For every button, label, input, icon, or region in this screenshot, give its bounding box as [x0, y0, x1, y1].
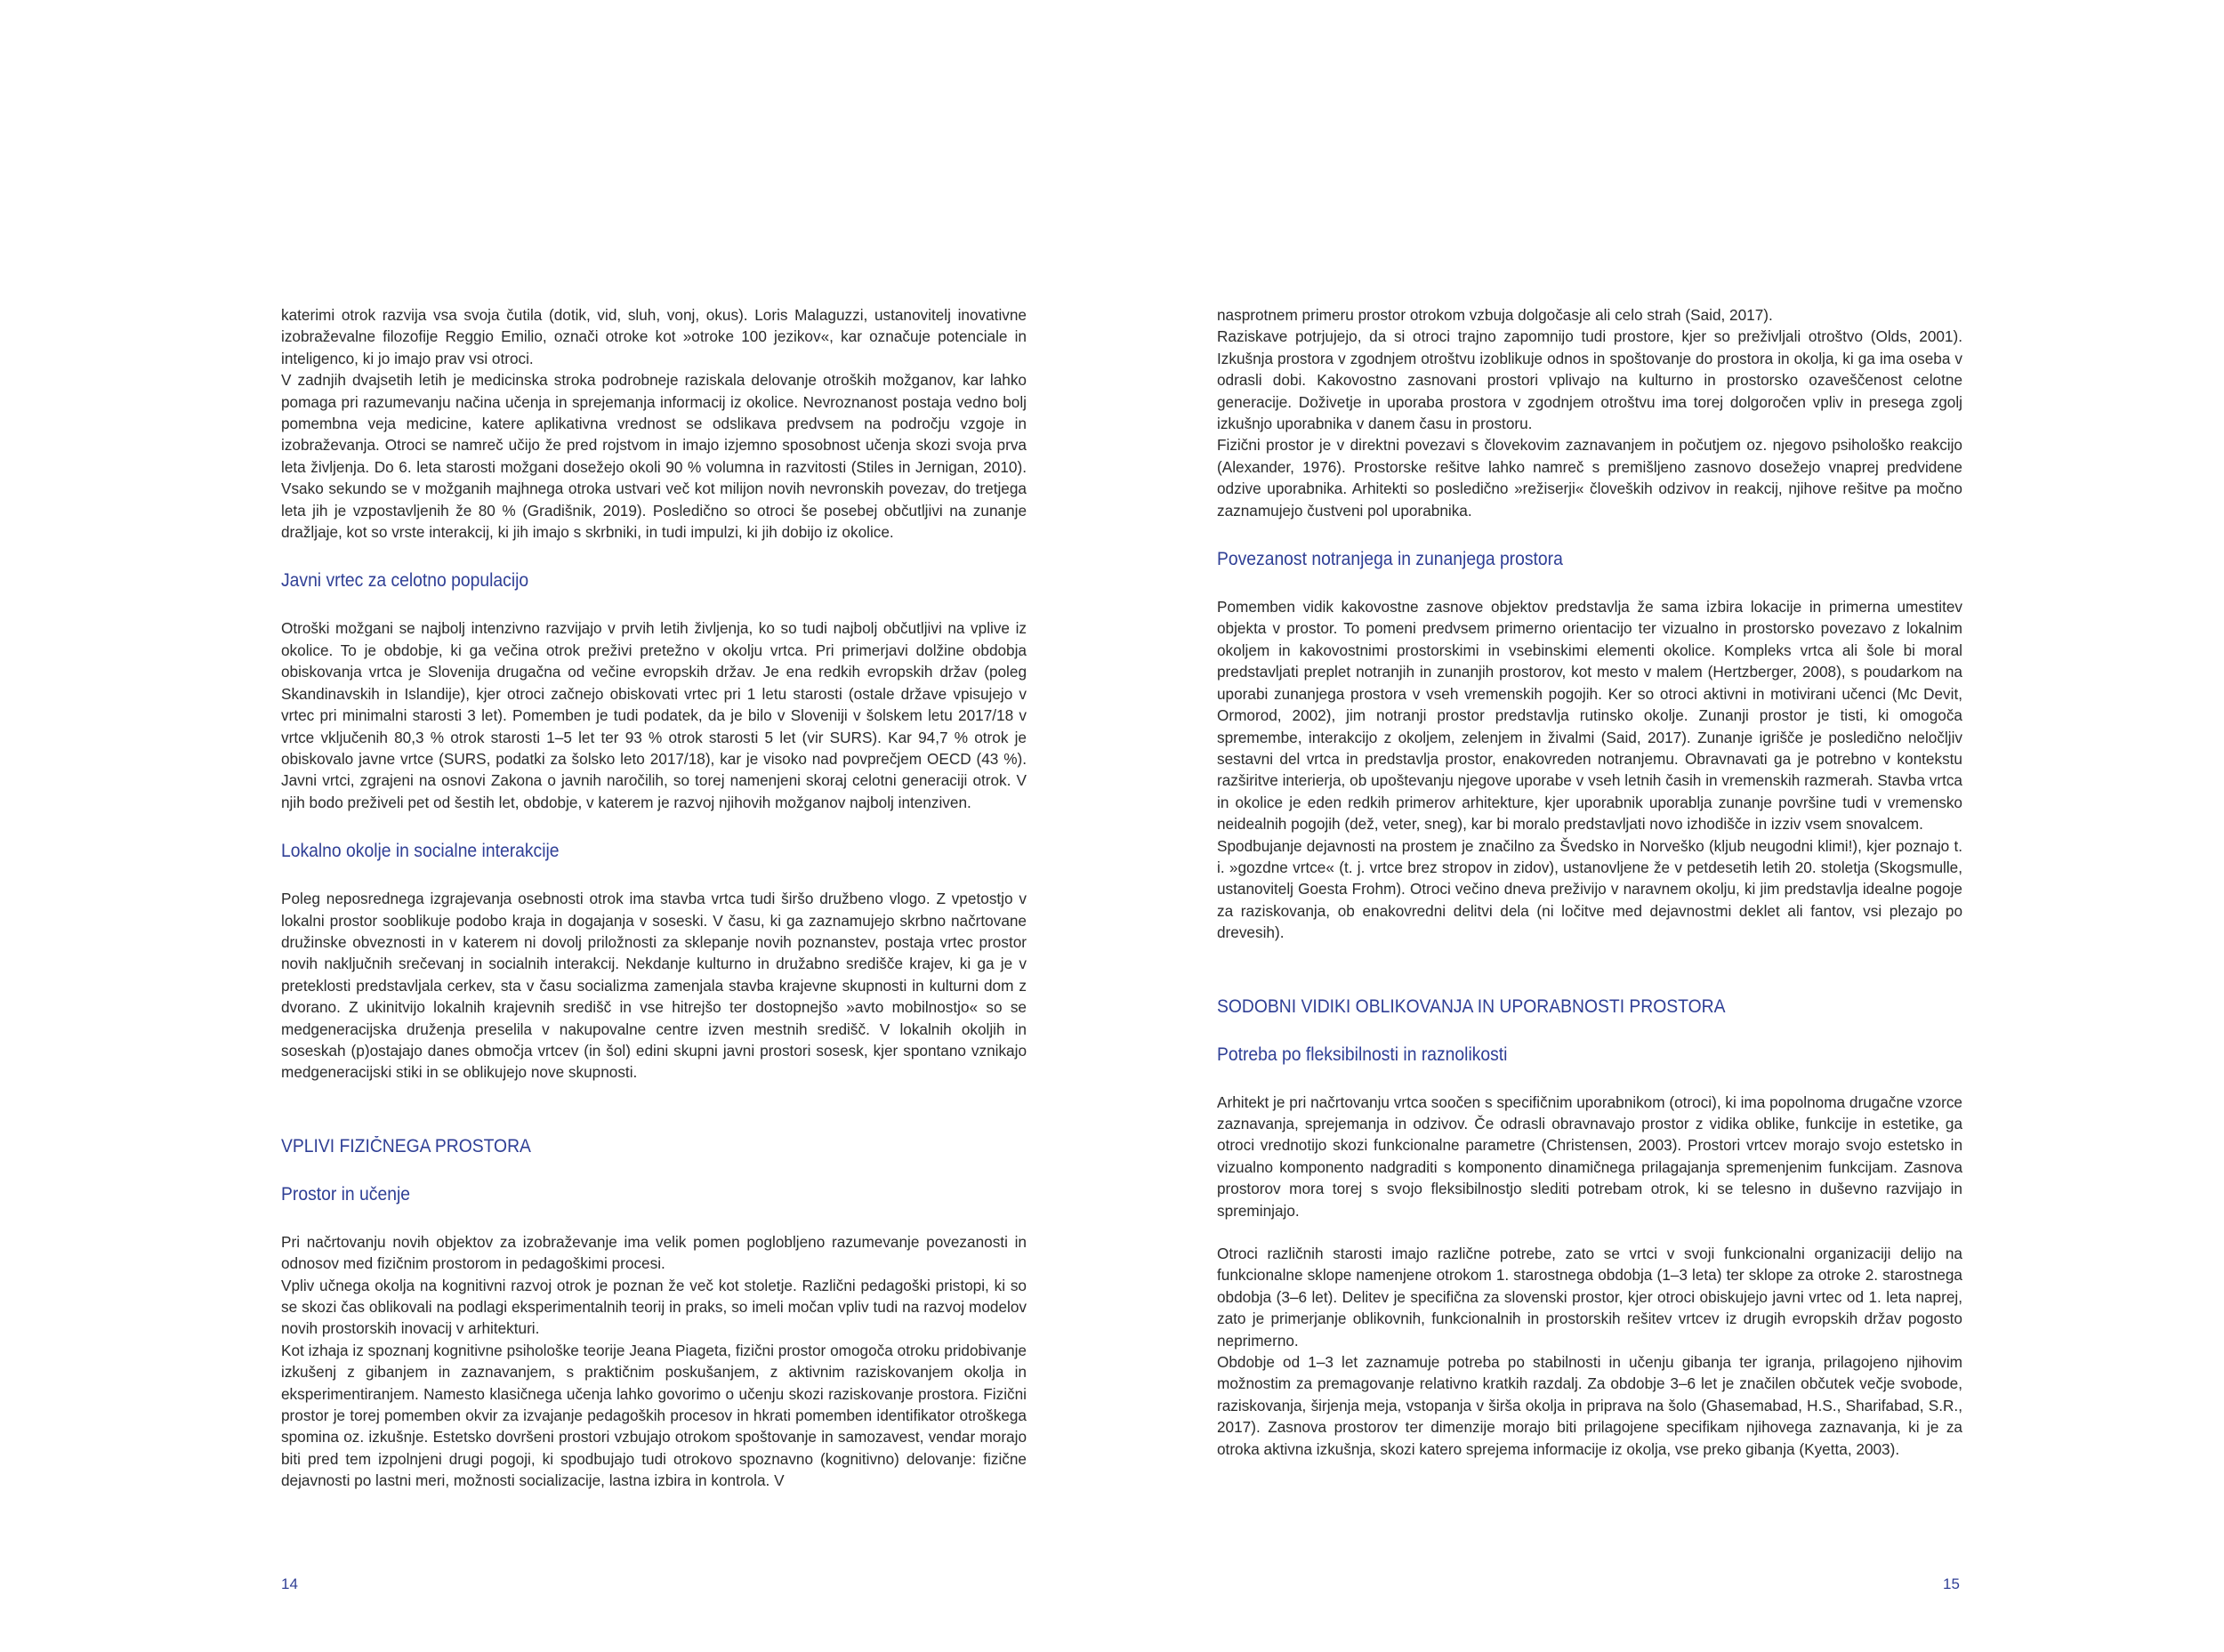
paragraph: Arhitekt je pri načrtovanju vrtca soočen s specifičnim uporabnikom (otroci), ki ima popolnoma drugačne vzorce zaznavanja, sprejemanja in odzivov. Če odrasli obravnavajo prostor z vidika oblike, funkcije in estetike, ga otroci vrednotijo skozi funkcionalne parametre (Christensen, 2003). Prostori vrtcev morajo svojo estetsko in vizualno komponento nadgraditi s komponento dinamičnega prilagajanja spremenjenim funkcijam. Zasnova prostorov mora torej s svojo fleksibilnostjo slediti potrebam otrok, ki se telesno in duševno razvijajo in spreminjajo. [1217, 1092, 1962, 1220]
paragraph: nasprotnem primeru prostor otrokom vzbuja dolgočasje ali celo strah (Said, 2017). [1217, 306, 1773, 324]
paragraph: Pri načrtovanju novih objektov za izobraževanje ima velik pomen poglobljeno razumevanje povezanosti in odnosov med fizičnim prostorom in pedagoškimi procesi. [281, 1232, 1027, 1273]
right-text-column [1217, 304, 1962, 1460]
chapter-heading: VPLIVI FIZIČNEGA PROSTORA [281, 1135, 531, 1156]
page-number: 14 [281, 1575, 298, 1592]
section-heading: Potreba po fleksibilnosti in raznolikosti [1217, 1044, 1508, 1065]
paragraph: Pomemben vidik kakovostne zasnove objektov predstavlja že sama izbira lokacije in primerna umestitev objekta v prostor. To pomeni predvsem primerno orientacijo ter vizualno in prostorsko povezavo z lokalnim okoljem in kakovostnimi prostorskimi in vsebinskimi elementi okolice. Kompleks vrtca ali šole bi moral predstavljati preplet notranjih in zunanjih prostorov, kot mesto v malem (Hertzberger, 2008), s poudarkom na uporabi zunanjega prostora v vseh vremenskih pogojih. Ker so otroci aktivni in motivirani učenci (Mc Devit, Ormorod, 2002), jim notranji prostor predstavlja rutinsko okolje. Zunanji prostor je tisti, ki omogoča spremembe, interakcijo z okoljem, zelenjem in živalmi (Said, 2017). Zunanje igrišče je posledično neločljiv sestavni del vrtca in predstavlja prostor, enakovreden notranjemu. Obravnavati ga je potrebno v kontekstu razširitve interierja, ob upoštevanju njegove uporabe v vseh letnih časih in vremenskih razmerah. Stavba vrtca in okolice je eden redkih primerov arhitekture, kjer uporabnik uporablja zunanje površine tudi v vremensko neidealnih pogojih (dež, veter, sneg), kar bi moralo predstavljati novo izhodišče in izziv vsem snovalcem. [1217, 598, 1962, 834]
paragraph: katerimi otrok razvija vsa svoja čutila (dotik, vid, sluh, vonj, okus). Loris Malaguzzi, ustanovitelj inovativne izobraževalne filozofije Reggio Emilio, označi otroke kot »otroke 100 jezikov«, kar označuje potenciale in inteligenco, ki jo imajo prav vsi otroci. [281, 306, 1027, 367]
chapter-heading: SODOBNI VIDIKI OBLIKOVANJA IN UPORABNOSTI PROSTORA [1217, 995, 1726, 1017]
paragraph: Otroci različnih starosti imajo različne potrebe, zato se vrtci v svoji funkcionalni organizaciji delijo na funkcionalne sklope namenjene otrokom 1. starostnega obdobja (1–3 leta) ter sklope za otroke 2. starostnega obdobja (3–6 let). Delitev je specifična za slovenski prostor, kjer otroci obiskujejo javni vrtec od 1. leta naprej, zato je primerjanje oblikovnih, funkcionalnih in prostorskih rešitev vrtcev iz drugih evropskih držav pogosto neprimerno. [1217, 1245, 1962, 1350]
paragraph: Raziskave potrjujejo, da si otroci trajno zapomnijo tudi prostore, kjer so preživljali otroštvo (Olds, 2001). Izkušnja prostora v zgodnjem otroštvu izoblikuje odnos in spoštovanje do prostora in okolja, ki ga ima oseba v odrasli dobi. Kakovostno zasnovani prostori vplivajo na kulturno in prostorsko ozaveščenost celotne generacije. Doživetje in uporaba prostora v zgodnjem otroštvu ima torej dolgoročen vpliv in presega zgolj izkušnjo uporabnika v danem času in prostoru. [1217, 327, 1962, 433]
section-heading: Lokalno okolje in socialne interakcije [281, 841, 560, 862]
paragraph: Vpliv učnega okolja na kognitivni razvoj otrok je poznan že več kot stoletje. Različni pedagoški pristopi, ki so se skozi čas oblikovali na podlagi eksperimentalnih teorij in praks, so imeli močan vpliv tudi na razvoj modelov novih prostorskih inovacij v arhitekturi. [281, 1276, 1027, 1338]
paragraph-gap [1217, 1221, 1962, 1243]
right-page [1112, 0, 2224, 1652]
paragraph: Poleg neposrednega izgrajevanja osebnosti otrok ima stavba vrtca tudi širšo družbeno vlogo. Z vpetostjo v lokalni prostor sooblikuje podobo kraja in dogajanja v soseski. V času, ki ga zaznamujejo skrbno načrtovane družinske obveznosti in v katerem ni dovolj priložnosti za sklepanje novih poznanstev, postaja vrtec prostor novih naključnih srečevanj in socialnih interakcij. Nekdanje kulturno in družabno središče krajev, ki ga je v preteklosti predstavljala cerkev, sta v času socializma zamenjala stavba krajevne skupnosti in kulturni dom z dvorano. Z ukinitvijo lokalnih krajevnih središč in vse hitrejšo ter dostopnejšo »avto mobilnostjo« so se medgeneracijska druženja preselila v nakupovalne centre izven mestnih središč. V lokalnih okoljih in soseskah (p)ostajajo danes območja vrtcev (in šol) edini skupni javni prostori sosesk, kjer spontano vznikajo medgeneracijski stiki in se oblikujejo nove skupnosti. [281, 890, 1027, 1082]
section-heading: Prostor in učenje [281, 1183, 410, 1205]
paragraph: Spodbujanje dejavnosti na prostem je značilno za Švedsko in Norveško (kljub neugodni klimi!), kjer poznajo t. i. »gozdne vrtce« (t. j. vrtce brez stropov in zidov), ustanovljene že v petdesetih letih 20. stoletja (Skogsmulle, ustanovitelj Goesta Frohm). Otroci večino dneva preživijo v naravnem okolju, ki jim predstavlja idealne pogoje za raziskovanja, ob enakovredni delitvi dela (ni ločitve med dejavnostmi deklet ali fantov, vsi plezajo po drevesih). [1217, 836, 1962, 942]
section-heading: Javni vrtec za celotno populacijo [281, 570, 529, 592]
paragraph: Kot izhaja iz spoznanj kognitivne psihološke teorije Jeana Piageta, fizični prostor omogoča otroku pridobivanje izkušenj z gibanjem in zaznavanjem, s praktičnim poskušanjem, z aktivnim raziskovanjem okolja in eksperimentiranjem. Namesto klasičnega učenja lahko govorimo o učenju skozi raziskovanje prostora. Fizični prostor je torej pomemben okvir za izvajanje pedagoških procesov in hkrati pomemben identifikator otroškega spomina oz. izkušnje. Estetsko dovršeni prostori vzbujajo otrokom spoštovanje in samozavest, vendar morajo biti pred tem izpolnjeni drugi pogoji, ki spodbujajo tudi otrokovo spoznavno (kognitivno) delovanje: fizične dejavnosti po lastni meri, možnosti socializacije, lastna izbira in kontrola. V [281, 1341, 1027, 1490]
section-heading: Povezanost notranjega in zunanjega prostora [1217, 549, 1563, 570]
paragraph: V zadnjih dvajsetih letih je medicinska stroka podrobneje raziskala delovanje otroških možganov, kar lahko pomaga pri razumevanju načina učenja in sprejemanja informacij iz okolice. Nevroznanost postaja vedno bolj pomembna veja medicine, katere aplikativna vrednost se odslikava predvsem na področju vzgoje in izobraževanja. Otroci se namreč učijo že pred rojstvom in imajo izjemno sposobnost učenja skozi svoja prva leta življenja. Do 6. leta starosti možgani dosežejo okoli 90 % volumna in razvitosti (Stiles in Jernigan, 2010). Vsako sekundo se v možganih majhnega otroka ustvari več kot milijon novih nevronskih povezav, do tretjega leta jih je vzpostavljenih že 80 % (Gradišnik, 2019). Posledično so otroci še posebej občutljivi na zunanje dražljaje, kot so vrste interakcij, ki jih imajo s skrbniki, in tudi impulzi, ki jih dobijo iz okolice. [281, 371, 1027, 542]
left-text-column [281, 304, 1027, 1492]
paragraph: Obdobje od 1–3 let zaznamuje potreba po stabilnosti in učenju gibanja ter igranja, prilagojeno njihovim možnostim za premagovanje relativno kratkih razdalj. Za obdobje 3–6 let je značilen občutek večje svobode, raziskovanja, širjenja meja, vstopanja v širša okolja in priprava na šolo (Ghasemabad, H.S., Sharifabad, S.R., 2017). Zasnova prostorov ter dimenzije morajo biti prilagojene specifikam njihovega zaznavanja, ki je za otroka aktivna izkušnja, skozi katero sprejema informacije iz okolja, vse preko gibanja (Kyetta, 2003). [1217, 1353, 1962, 1458]
page-number: 15 [1943, 1575, 1960, 1592]
paragraph: Otroški možgani se najbolj intenzivno razvijajo v prvih letih življenja, ko so tudi najbolj občutljivi na vplive iz okolice. To je obdobje, ki ga večina otrok preživi pretežno v okolju vrtca. Pri primerjavi dolžine obdobja obiskovanja vrtca je Slovenija drugačna od večine evropskih držav. Je ena redkih evropskih držav (poleg Skandinavskih in Islandije), kjer otroci začnejo obiskovati vrtec pri 1 letu starosti (ostale države vpisujejo v vrtec pri minimalni starosti 3 let). Pomemben je tudi podatek, da je bilo v Sloveniji v šolskem letu 2017/18 v vrtce vključenih 80,3 % otrok starosti 1–5 let ter 93 % otrok starosti 5 let (vir SURS). Kar 94,7 % otrok je obiskovalo javne vrtce (SURS, podatki za šolsko leto 2017/18), kar je visoko nad povprečjem OECD (43 %). Javni vrtci, zgrajeni na osnovi Zakona o javnih naročilih, so torej namenjeni skoraj celotni generaciji otrok. V njih bodo preživeli pet od šestih let, obdobje, v katerem je razvoj njihovih možganov najbolj intenziven. [281, 619, 1027, 811]
paragraph: Fizični prostor je v direktni povezavi s človekovim zaznavanjem in počutjem oz. njegovo psihološko reakcijo (Alexander, 1976). Prostorske rešitve lahko namreč s premišljeno zasnovo dosežejo vnaprej predvidene odzive uporabnika. Arhitekti so posledično »režiserji« človeških odzivov in reakcij, njihove rešitve pa močno zaznamujejo čustveni pol uporabnika. [1217, 436, 1962, 520]
